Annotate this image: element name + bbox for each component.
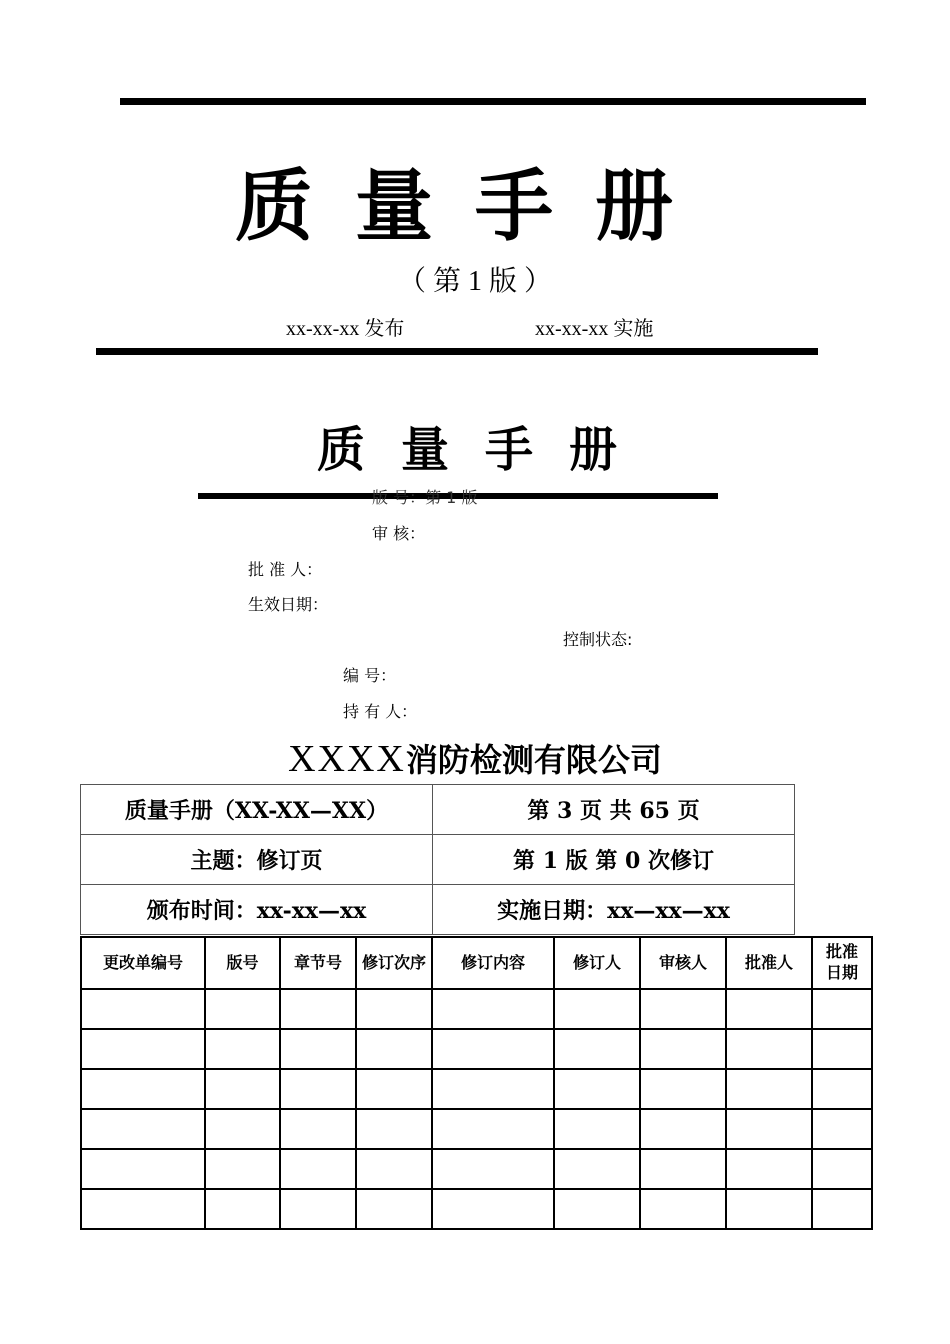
field-approver: 批 准 人： — [248, 560, 323, 579]
table-cell — [432, 1109, 554, 1149]
table-cell — [554, 1029, 640, 1069]
company-name — [0, 740, 950, 778]
table-cell — [205, 1109, 280, 1149]
table-cell — [356, 1109, 432, 1149]
table-row — [81, 1149, 872, 1189]
table-cell — [81, 989, 205, 1029]
header-subject: 主题：修订页 — [81, 835, 433, 885]
col-version: 版号 — [205, 937, 280, 989]
field-holder: 持 有 人： — [343, 702, 418, 721]
table-cell — [640, 1069, 726, 1109]
table-cell — [280, 1149, 356, 1189]
table-cell — [356, 989, 432, 1029]
cover-title: 质量手册 — [234, 162, 715, 252]
table-cell — [81, 1069, 205, 1109]
col-chapter: 章节号 — [280, 937, 356, 989]
table-cell — [280, 1069, 356, 1109]
table-cell — [356, 1069, 432, 1109]
table-cell — [812, 1189, 872, 1229]
field-number: 编 号： — [343, 666, 397, 685]
company-label: 消防检测有限公司 — [405, 741, 662, 779]
table-cell — [356, 1189, 432, 1229]
table-cell — [432, 1029, 554, 1069]
table-cell — [205, 1029, 280, 1069]
table-cell — [432, 1189, 554, 1229]
table-cell — [554, 1189, 640, 1229]
revision-table — [80, 936, 873, 1230]
field-control-status: 控制状态: — [563, 630, 633, 649]
table-cell — [726, 1149, 812, 1189]
table-cell — [205, 989, 280, 1029]
header-revision: 第 1 版 第 0 次修订 — [433, 835, 795, 885]
table-cell — [81, 1109, 205, 1149]
col-approval-date: 批准日期 — [812, 937, 872, 989]
table-cell — [280, 989, 356, 1029]
table-cell — [812, 1069, 872, 1109]
table-cell — [812, 1149, 872, 1189]
table-cell — [726, 1189, 812, 1229]
table-row — [81, 1109, 872, 1149]
title-page-title: 质量手册 — [316, 422, 653, 478]
table-cell — [812, 1029, 872, 1069]
table-cell — [554, 1109, 640, 1149]
col-revision-content: 修订内容 — [432, 937, 554, 989]
table-cell — [205, 1069, 280, 1109]
table-cell — [205, 1149, 280, 1189]
table-cell — [726, 1069, 812, 1109]
table-cell — [726, 989, 812, 1029]
col-approver: 批准人 — [726, 937, 812, 989]
field-effective-date: 生效日期： — [248, 595, 329, 614]
table-cell — [554, 1069, 640, 1109]
table-cell — [205, 1189, 280, 1229]
table-cell — [81, 1149, 205, 1189]
table-cell — [432, 1149, 554, 1189]
cover-edition: （ 第 1 版 ） — [397, 266, 552, 297]
table-row — [81, 1029, 872, 1069]
table-cell — [726, 1029, 812, 1069]
col-reviser: 修订人 — [554, 937, 640, 989]
table-cell — [640, 989, 726, 1029]
table-row — [81, 1069, 872, 1109]
table-cell — [356, 1029, 432, 1069]
col-reviewer: 审核人 — [640, 937, 726, 989]
field-review: 审 核： — [372, 524, 426, 543]
col-change-number: 更改单编号 — [81, 937, 205, 989]
table-row — [81, 1189, 872, 1229]
implement-date: xx-xx-xx 实施 — [535, 318, 654, 340]
table-cell — [280, 1029, 356, 1069]
table-cell — [640, 1029, 726, 1069]
table-row — [81, 989, 872, 1029]
table-cell — [640, 1189, 726, 1229]
header-implement-date: 实施日期：xx—xx—xx — [433, 885, 795, 935]
field-version: 版 号：第 1 版 — [372, 488, 478, 507]
cover-bottom-rule — [96, 348, 818, 355]
table-cell — [812, 1109, 872, 1149]
table-cell — [81, 1189, 205, 1229]
header-page: 第 3 页 共 65 页 — [433, 785, 795, 835]
table-cell — [280, 1109, 356, 1149]
table-cell — [432, 989, 554, 1029]
header-manual: 质量手册（XX-XX—XX） — [81, 785, 433, 835]
header-issue-time: 颁布时间：xx-xx—xx — [81, 885, 433, 935]
top-rule — [120, 98, 866, 105]
table-cell — [726, 1109, 812, 1149]
header-table — [80, 784, 795, 935]
table-cell — [554, 989, 640, 1029]
revision-header-row — [81, 937, 872, 989]
table-cell — [640, 1149, 726, 1189]
table-cell — [81, 1029, 205, 1069]
table-cell — [640, 1109, 726, 1149]
table-cell — [356, 1149, 432, 1189]
table-cell — [812, 989, 872, 1029]
col-revision-order: 修订次序 — [356, 937, 432, 989]
table-cell — [554, 1149, 640, 1189]
company-prefix: XXXX — [288, 738, 406, 780]
publish-date: xx-xx-xx 发布 — [286, 318, 405, 340]
table-cell — [432, 1069, 554, 1109]
table-cell — [280, 1189, 356, 1229]
